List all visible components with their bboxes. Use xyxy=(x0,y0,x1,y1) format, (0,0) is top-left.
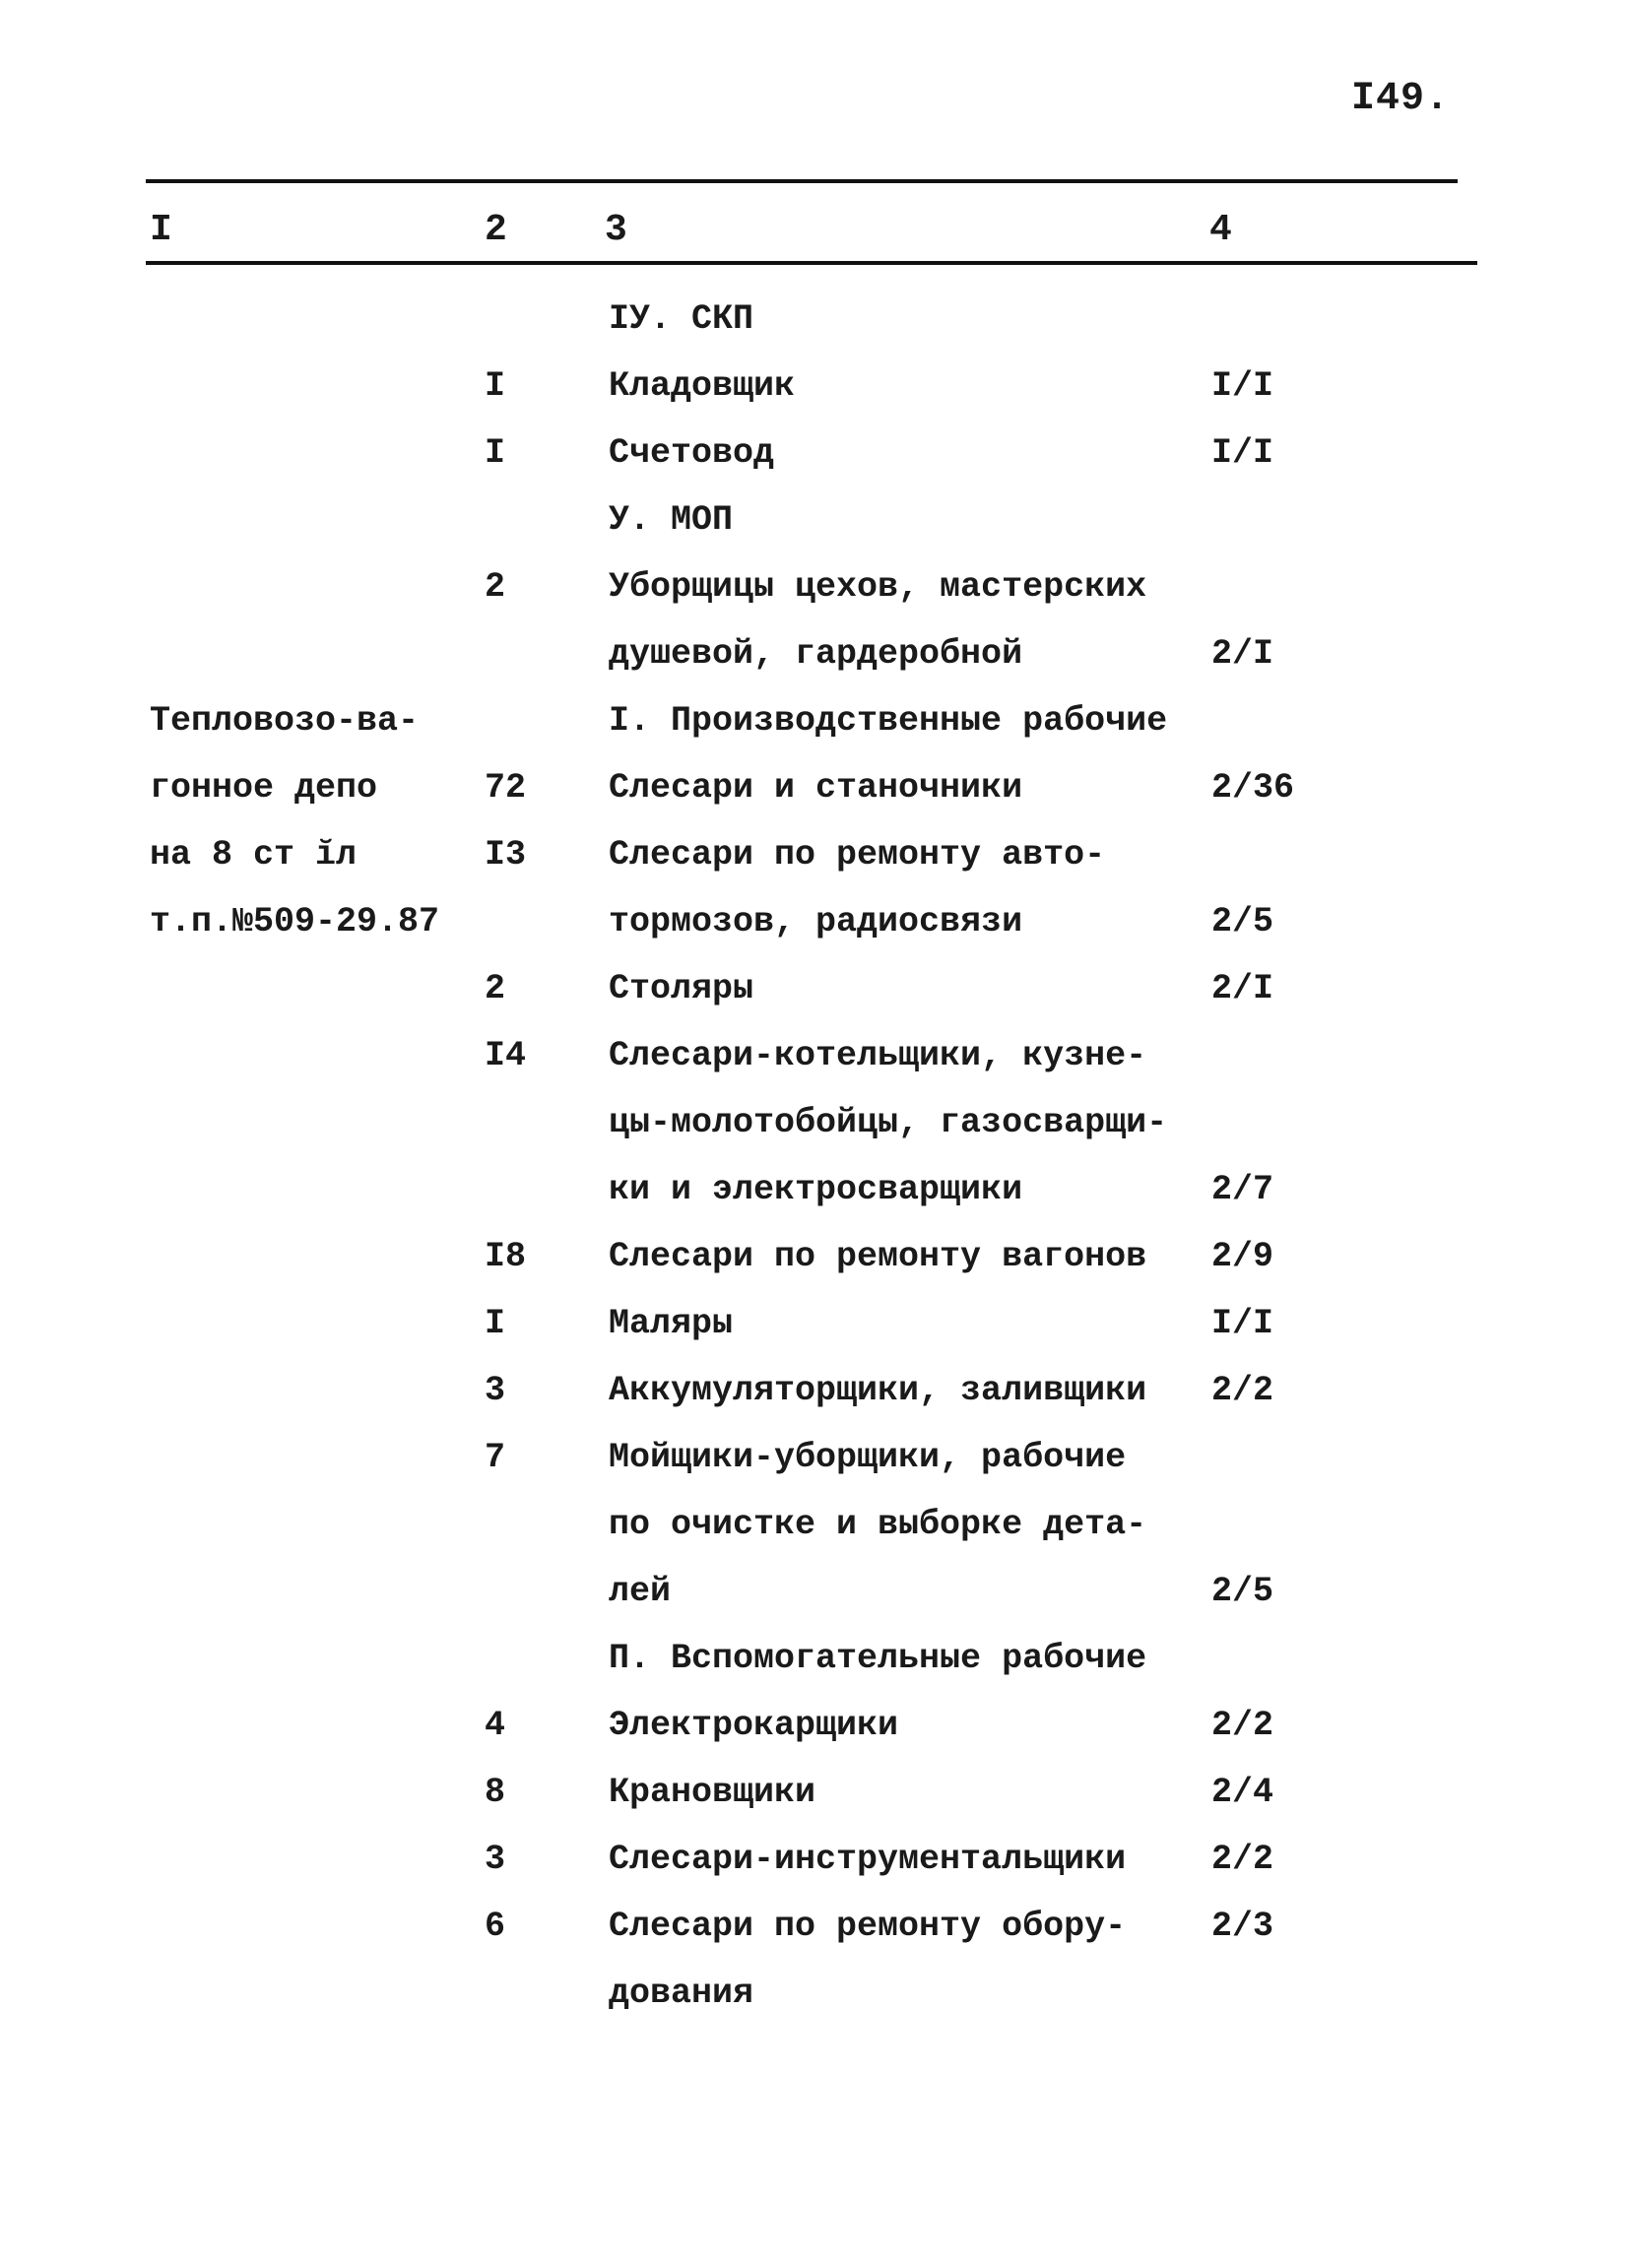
table-row xyxy=(0,754,1628,821)
ratio-cell: 2/I xyxy=(1211,969,1274,1008)
table-row xyxy=(0,1357,1628,1424)
ratio-cell: I/I xyxy=(1211,366,1274,406)
table-row xyxy=(0,620,1628,687)
table-row xyxy=(0,1893,1628,1960)
table-row xyxy=(0,1826,1628,1893)
position-cell: лей xyxy=(609,1572,672,1611)
column-header-1: I xyxy=(150,209,172,251)
ratio-cell: 2/2 xyxy=(1211,1840,1274,1879)
count-cell: 7 xyxy=(485,1438,506,1477)
ratio-cell: 2/36 xyxy=(1211,768,1295,808)
ratio-cell: 2/3 xyxy=(1211,1907,1274,1946)
table-top-rule xyxy=(146,179,1458,183)
count-cell: 72 xyxy=(485,768,527,808)
table-row xyxy=(0,1223,1628,1290)
table-row xyxy=(0,1692,1628,1759)
position-cell: Кладовщик xyxy=(609,366,796,406)
table-header-rule xyxy=(146,261,1477,265)
location-cell: Тепловозо-ва- xyxy=(150,701,420,741)
table-body xyxy=(0,286,1628,2027)
location-cell: т.п.№509-29.87 xyxy=(150,902,440,941)
position-cell: У. МОП xyxy=(609,500,734,540)
table-row xyxy=(0,888,1628,955)
position-cell: Аккумуляторщики, заливщики xyxy=(609,1371,1147,1410)
position-cell: ки и электросварщики xyxy=(609,1170,1023,1209)
ratio-cell: 2/5 xyxy=(1211,1572,1274,1611)
count-cell: 8 xyxy=(485,1773,506,1812)
table-row xyxy=(0,1089,1628,1156)
position-cell: Слесари-котельщики, кузне- xyxy=(609,1036,1147,1075)
location-cell: на 8 ст ĭл xyxy=(150,835,358,875)
position-cell: Маляры xyxy=(609,1304,734,1343)
column-header-2: 2 xyxy=(485,209,507,251)
count-cell: 2 xyxy=(485,969,506,1008)
count-cell: 6 xyxy=(485,1907,506,1946)
position-cell: Слесари по ремонту вагонов xyxy=(609,1237,1147,1276)
position-cell: I. Производственные рабочие xyxy=(609,701,1168,741)
table-row xyxy=(0,1759,1628,1826)
count-cell: I8 xyxy=(485,1237,527,1276)
position-cell: душевой, гардеробной xyxy=(609,634,1023,674)
table-row xyxy=(0,1491,1628,1558)
position-cell: по очистке и выборке дета- xyxy=(609,1505,1147,1544)
ratio-cell: I/I xyxy=(1211,1304,1274,1343)
position-cell: Уборщицы цехов, мастерских xyxy=(609,567,1147,607)
count-cell: 2 xyxy=(485,567,506,607)
ratio-cell: 2/9 xyxy=(1211,1237,1274,1276)
ratio-cell: 2/7 xyxy=(1211,1170,1274,1209)
position-cell: Крановщики xyxy=(609,1773,816,1812)
position-cell: Слесари-инструментальщики xyxy=(609,1840,1127,1879)
count-cell: 3 xyxy=(485,1371,506,1410)
table-row xyxy=(0,1558,1628,1625)
ratio-cell: I/I xyxy=(1211,433,1274,473)
table-row xyxy=(0,1625,1628,1692)
ratio-cell: 2/5 xyxy=(1211,902,1274,941)
table-row xyxy=(0,955,1628,1022)
position-cell: Слесари по ремонту обору- xyxy=(609,1907,1127,1946)
position-cell: П. Вспомогательные рабочие xyxy=(609,1639,1147,1678)
count-cell: I xyxy=(485,1304,506,1343)
count-cell: 4 xyxy=(485,1706,506,1745)
position-cell: Электрокарщики xyxy=(609,1706,899,1745)
location-cell: гонное депо xyxy=(150,768,378,808)
column-header-3: 3 xyxy=(605,209,627,251)
position-cell: дования xyxy=(609,1974,754,2013)
position-cell: Мойщики-уборщики, рабочие xyxy=(609,1438,1127,1477)
table-row xyxy=(0,1960,1628,2027)
count-cell: I xyxy=(485,366,506,406)
page-number: I49. xyxy=(1351,77,1451,121)
position-cell: Счетовод xyxy=(609,433,775,473)
count-cell: I xyxy=(485,433,506,473)
position-cell: Столяры xyxy=(609,969,754,1008)
table-row xyxy=(0,1424,1628,1491)
position-cell: цы-молотобойцы, газосварщи- xyxy=(609,1103,1168,1142)
count-cell: I4 xyxy=(485,1036,527,1075)
position-cell: тормозов, радиосвязи xyxy=(609,902,1023,941)
position-cell: Слесари по ремонту авто- xyxy=(609,835,1106,875)
ratio-cell: 2/I xyxy=(1211,634,1274,674)
table-row xyxy=(0,286,1628,353)
table-row xyxy=(0,420,1628,486)
table-row xyxy=(0,353,1628,420)
ratio-cell: 2/2 xyxy=(1211,1371,1274,1410)
count-cell: I3 xyxy=(485,835,527,875)
table-row xyxy=(0,1290,1628,1357)
table-row xyxy=(0,821,1628,888)
table-row xyxy=(0,553,1628,620)
table-row xyxy=(0,486,1628,553)
table-row xyxy=(0,1022,1628,1089)
ratio-cell: 2/4 xyxy=(1211,1773,1274,1812)
count-cell: 3 xyxy=(485,1840,506,1879)
column-header-4: 4 xyxy=(1209,209,1232,251)
position-cell: IУ. СКП xyxy=(609,299,754,339)
table-row xyxy=(0,1156,1628,1223)
table-row xyxy=(0,687,1628,754)
position-cell: Слесари и станочники xyxy=(609,768,1023,808)
ratio-cell: 2/2 xyxy=(1211,1706,1274,1745)
